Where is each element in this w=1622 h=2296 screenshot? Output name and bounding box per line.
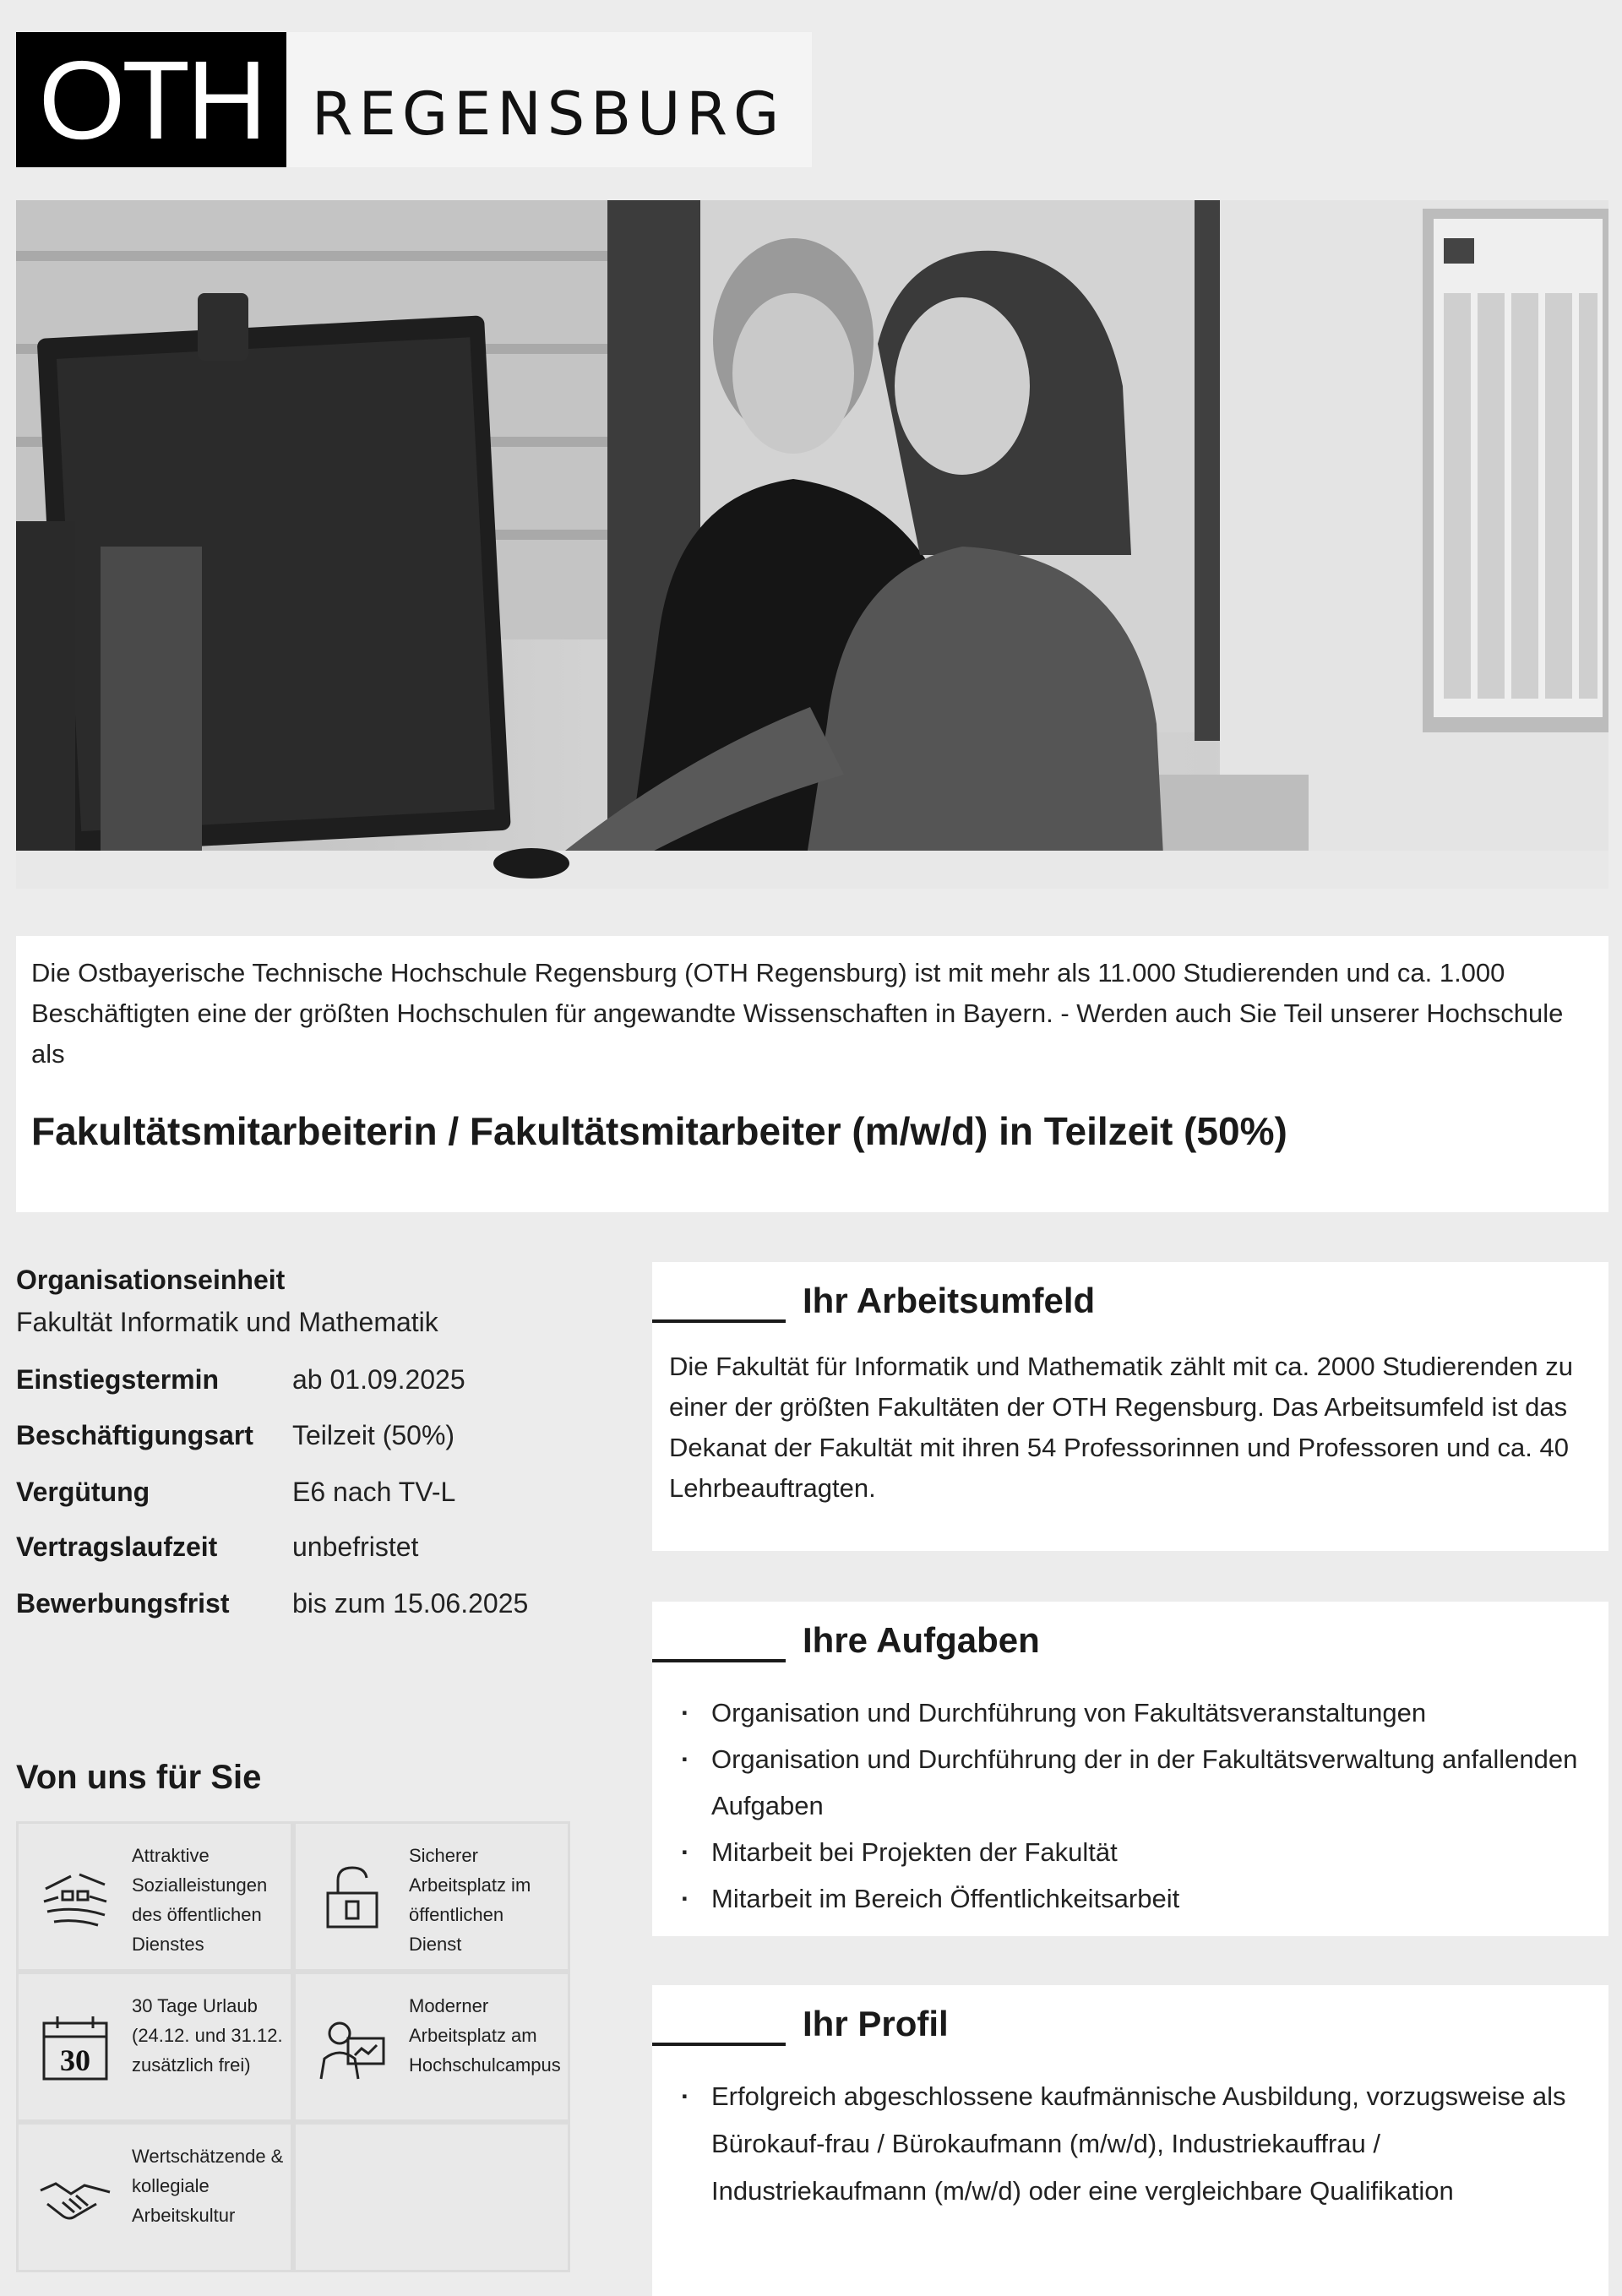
org-unit-label: Organisationseinheit bbox=[16, 1265, 286, 1295]
arbeitsumfeld-text: Die Fakultät für Informatik und Mathematik zählt mit ca. 2000 Studierenden zu einer der größten Fakultäten der OTH Regensburg. Das Arbeitsumfeld ist das Dekanat der Fakultät mit ihren 54 Professorinnen und Professoren und ca. 40 Lehrbeauftragten. bbox=[669, 1352, 1574, 1503]
calendar-30-icon bbox=[37, 2010, 113, 2086]
list-item: · Mitarbeit im Bereich Öffentlichkeitsarbeit bbox=[669, 1875, 1590, 1922]
salary-value: E6 nach TV-L bbox=[292, 1477, 456, 1507]
start-date-value: ab 01.09.2025 bbox=[292, 1364, 465, 1395]
list-item: · Erfolgreich abgeschlossene kaufmännische Ausbildung, vorzugsweise als Bürokauf-frau / Bürokaufmann (m/w/d), Industriekauffrau / Industriekaufmann (m/w/d) oder eine vergleichbare Qualifikation bbox=[669, 2073, 1590, 2215]
profil-list bbox=[669, 2073, 1590, 2215]
intro-box bbox=[16, 936, 1608, 1212]
workstation-icon bbox=[314, 2010, 390, 2086]
intro-text: Die Ostbayerische Technische Hochschule Regensburg (OTH Regensburg) ist mit mehr als 11.000 Studierenden und ca. 1.000 Beschäftigten eine der größten Hochschulen für angewandte Wissenschaften in Bayern. - Werden auch Sie Teil unserer Hochschule als bbox=[31, 958, 1564, 1069]
aufgaben-heading: Ihre Aufgaben bbox=[803, 1620, 1040, 1660]
arbeitsumfeld-heading: Ihr Arbeitsumfeld bbox=[803, 1281, 1096, 1320]
benefit-text: Sicherer Arbeitsplatz im öffentlichen Dienst bbox=[409, 1845, 531, 1955]
job-title: Fakultätsmitarbeiterin / Fakultätsmitarbeiter (m/w/d) in Teilzeit (50%) bbox=[31, 1109, 1287, 1153]
list-item: · Organisation und Durchführung von Fakultätsveranstaltungen bbox=[669, 1689, 1590, 1736]
contract-term-value: unbefristet bbox=[292, 1532, 419, 1562]
aufgaben-list bbox=[669, 1689, 1590, 1922]
social-benefits-icon bbox=[37, 1859, 113, 1935]
padlock-icon bbox=[314, 1859, 390, 1935]
heading-rule bbox=[652, 1319, 786, 1323]
benefit-card bbox=[293, 1972, 570, 2122]
heading-rule bbox=[652, 1659, 786, 1662]
logo-mark: OTH bbox=[16, 32, 286, 167]
list-item: · Mitarbeit bei Projekten der Fakultät bbox=[669, 1829, 1590, 1875]
benefit-text: 30 Tage Urlaub (24.12. und 31.12. zusätzlich frei) bbox=[132, 1995, 283, 2076]
salary-label: Vergütung bbox=[16, 1477, 150, 1507]
employment-type-value: Teilzeit (50%) bbox=[292, 1420, 455, 1450]
list-item: · Organisation und Durchführung der in der Fakultätsverwaltung anfallenden Aufgaben bbox=[669, 1736, 1590, 1829]
benefit-text: Moderner Arbeitsplatz am Hochschulcampus bbox=[409, 1995, 561, 2076]
benefits-grid bbox=[16, 1821, 574, 2296]
benefit-card bbox=[16, 1972, 293, 2122]
handshake-icon bbox=[37, 2160, 113, 2236]
heading-rule bbox=[652, 2043, 786, 2046]
benefit-text: Wertschätzende & kollegiale Arbeitskultur bbox=[132, 2146, 284, 2226]
logo bbox=[16, 32, 812, 167]
benefit-text: Attraktive Sozialleistungen des öffentlichen Dienstes bbox=[132, 1845, 268, 1955]
deadline-label: Bewerbungsfrist bbox=[16, 1588, 230, 1619]
contract-term-label: Vertragslaufzeit bbox=[16, 1532, 218, 1562]
benefit-empty-cell bbox=[293, 2122, 570, 2272]
profil-card bbox=[652, 1985, 1608, 2296]
deadline-value: bis zum 15.06.2025 bbox=[292, 1588, 529, 1619]
arbeitsumfeld-card bbox=[652, 1262, 1608, 1551]
calendar-number: 30 bbox=[60, 2043, 90, 2077]
logo-wordmark: REGENSBURG bbox=[312, 79, 786, 149]
org-unit-value: Fakultät Informatik und Mathematik bbox=[16, 1307, 438, 1337]
hero-photo bbox=[16, 200, 1608, 889]
start-date-label: Einstiegstermin bbox=[16, 1364, 220, 1395]
employment-type-label: Beschäftigungsart bbox=[16, 1420, 253, 1450]
benefit-card bbox=[16, 1821, 293, 1972]
benefit-card bbox=[293, 1821, 570, 1972]
benefits-title: Von uns für Sie bbox=[16, 1759, 262, 1796]
aufgaben-card bbox=[652, 1602, 1608, 1936]
benefit-card bbox=[16, 2122, 293, 2272]
profil-heading: Ihr Profil bbox=[803, 2004, 949, 2043]
